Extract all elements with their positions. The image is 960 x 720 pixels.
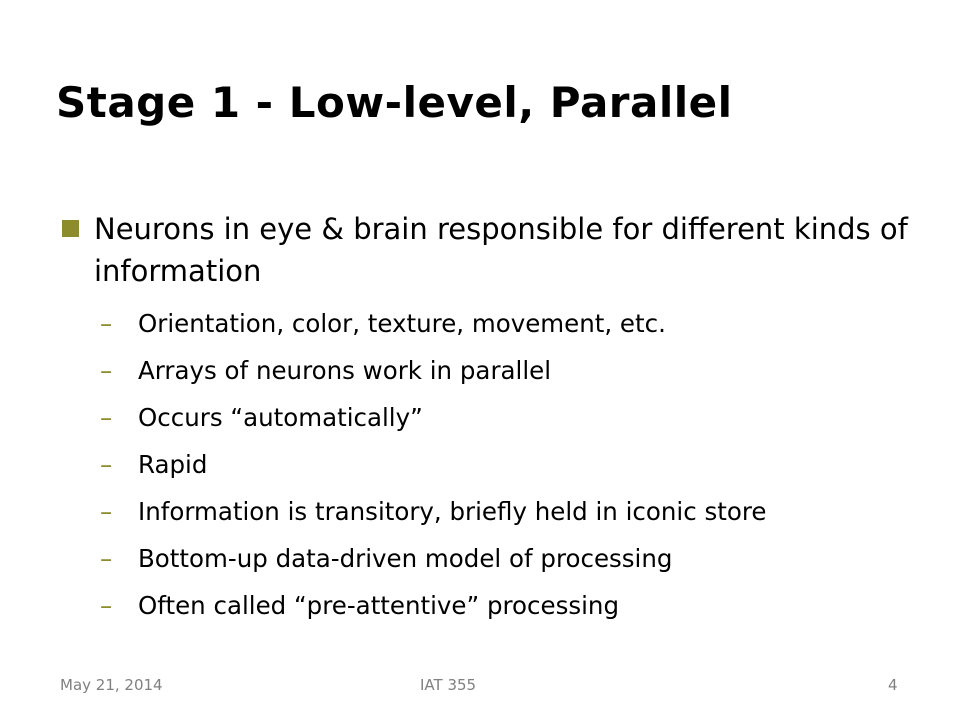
sub-bullet-group xyxy=(62,300,922,629)
main-bullet-item xyxy=(62,208,922,292)
sub-bullet-item xyxy=(100,394,922,441)
sub-bullet-text: Occurs “automatically” xyxy=(138,403,423,432)
sub-bullet-item xyxy=(100,535,922,582)
sub-bullet-text: Bottom-up data-driven model of processing xyxy=(138,544,673,573)
dash-bullet-icon: – xyxy=(100,403,113,432)
footer-date: May 21, 2014 xyxy=(60,676,163,694)
sub-bullet-item xyxy=(100,347,922,394)
sub-bullet-item xyxy=(100,300,922,347)
sub-bullet-text: Information is transitory, briefly held in iconic store xyxy=(138,497,767,526)
slide-title: Stage 1 - Low-level, Parallel xyxy=(56,78,733,127)
dash-bullet-icon: – xyxy=(100,356,113,385)
footer-course: IAT 355 xyxy=(420,676,477,694)
dash-bullet-icon: – xyxy=(100,497,113,526)
sub-bullet-text: Rapid xyxy=(138,450,208,479)
square-bullet-icon xyxy=(62,220,79,237)
sub-bullet-item xyxy=(100,582,922,629)
footer-page-number: 4 xyxy=(888,676,898,694)
dash-bullet-icon: – xyxy=(100,309,113,338)
dash-bullet-icon: – xyxy=(100,591,113,620)
main-bullet-text: Neurons in eye & brain responsible for different kinds of information xyxy=(94,212,908,288)
sub-bullet-text: Orientation, color, texture, movement, etc. xyxy=(138,309,666,338)
sub-bullet-item xyxy=(100,488,922,535)
slide-body xyxy=(62,208,922,629)
dash-bullet-icon: – xyxy=(100,450,113,479)
sub-bullet-text: Arrays of neurons work in parallel xyxy=(138,356,552,385)
sub-bullet-text: Often called “pre-attentive” processing xyxy=(138,591,620,620)
dash-bullet-icon: – xyxy=(100,544,113,573)
sub-bullet-list xyxy=(100,300,922,629)
sub-bullet-item xyxy=(100,441,922,488)
